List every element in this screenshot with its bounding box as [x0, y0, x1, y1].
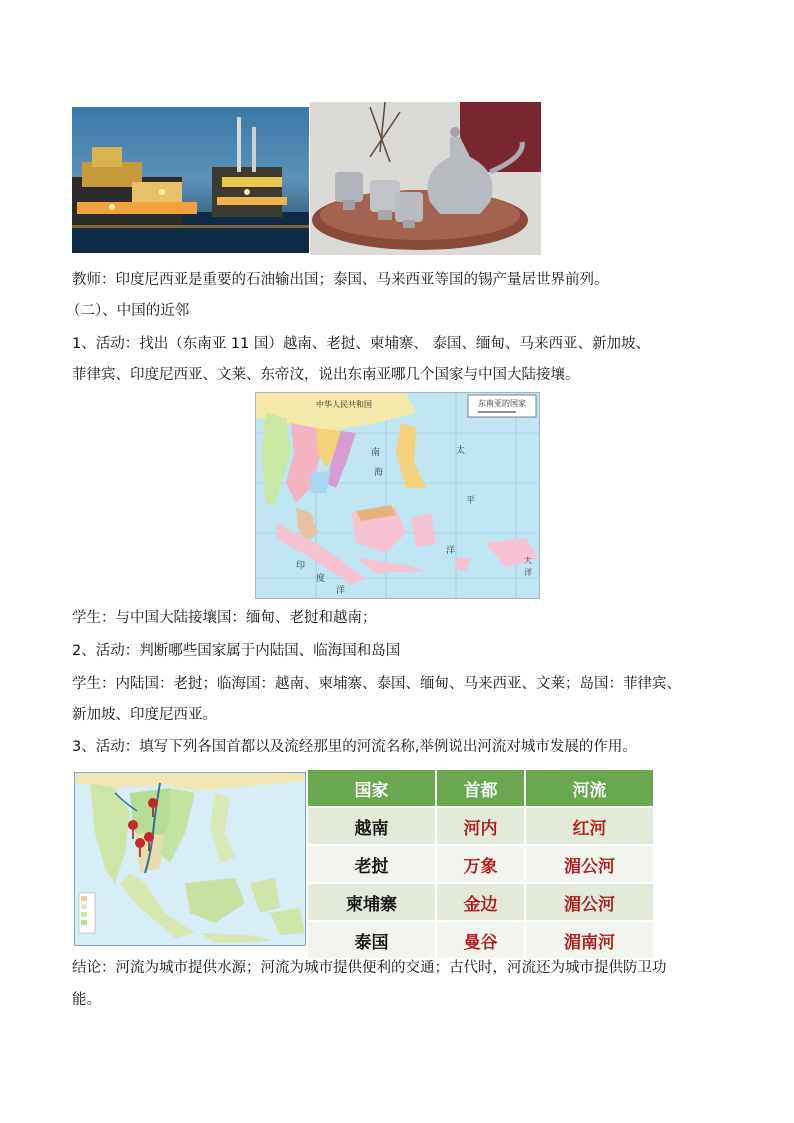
map-label-ocean-2: 平	[466, 496, 476, 506]
capital-cell: 河内	[437, 806, 526, 844]
table-row	[308, 806, 655, 844]
table-row	[308, 882, 655, 920]
river-cell: 红河	[526, 806, 655, 844]
oil-platform-photo	[72, 107, 309, 253]
header-capital: 首都	[437, 770, 526, 806]
country-cell: 老挝	[308, 844, 437, 882]
header-river: 河流	[526, 770, 655, 806]
country-cell: 柬埔寨	[308, 882, 437, 920]
student-answer-2-line2: 新加坡、印度尼西亚。	[72, 707, 217, 723]
activity1-line1: 1、活动：找出（东南亚 11 国）越南、老挝、柬埔寨、 泰国、缅甸、马来西亚、新加坡、	[72, 336, 650, 352]
country-cell: 泰国	[308, 920, 437, 958]
activity1-line2: 菲律宾、印度尼西亚、文莱、东帝汶，说出东南亚哪几个国家与中国大陆接壤。	[72, 367, 580, 383]
activity2-line: 2、活动：判断哪些国家属于内陆国、临海国和岛国	[72, 643, 401, 659]
southeast-asia-map	[255, 392, 540, 599]
capital-cell: 曼谷	[437, 920, 526, 958]
conclusion-line1: 结论：河流为城市提供水源；河流为城市提供便利的交通；古代时，河流还为城市提供防卫功	[72, 960, 667, 976]
conclusion-line2: 能。	[72, 992, 101, 1008]
header-country: 国家	[308, 770, 437, 806]
table-header-row	[308, 770, 655, 806]
map-title: 东南亚的国家	[478, 399, 526, 408]
activity3-line: 3、活动：填写下列各国首都以及流经那里的河流名称,举例说出河流对城市发展的作用。	[72, 739, 637, 755]
river-cell: 湄公河	[526, 882, 655, 920]
rivers-capitals-map	[74, 772, 306, 946]
section-heading: （二）、中国的近邻	[66, 303, 190, 319]
map-label-sea-1: 南	[371, 448, 381, 458]
table-row	[308, 920, 655, 958]
map-label-ocean-1: 太	[456, 446, 466, 456]
river-cell: 湄公河	[526, 844, 655, 882]
map-label-sea-2: 海	[374, 468, 384, 478]
student-answer-1: 学生：与中国大陆接壤国：缅甸、老挝和越南；	[72, 610, 377, 626]
table-row	[308, 844, 655, 882]
capital-cell: 金边	[437, 882, 526, 920]
student-answer-2-line1: 学生：内陆国：老挝；临海国：越南、柬埔寨、泰国、缅甸、马来西亚、文莱；岛国：菲律宾、	[72, 676, 681, 692]
teacher-paragraph: 教师：印度尼西亚是重要的石油输出国；泰国、马来西亚等国的锡产量居世界前列。	[72, 272, 609, 288]
map-label-indian-3: 洋	[336, 586, 346, 596]
map-label-ocean-3: 洋	[446, 546, 456, 556]
map-label-indian-2: 度	[316, 574, 326, 584]
map-label-australia-1: 大	[524, 556, 532, 565]
capital-cell: 万象	[437, 844, 526, 882]
map-label-australia-2: 洋	[524, 568, 532, 577]
river-cell: 湄南河	[526, 920, 655, 958]
country-cell: 越南	[308, 806, 437, 844]
capitals-rivers-table	[308, 770, 655, 958]
china-label: 中华人民共和国	[316, 400, 372, 409]
map-label-indian-1: 印	[296, 561, 306, 571]
tin-teaset-photo	[310, 102, 541, 255]
